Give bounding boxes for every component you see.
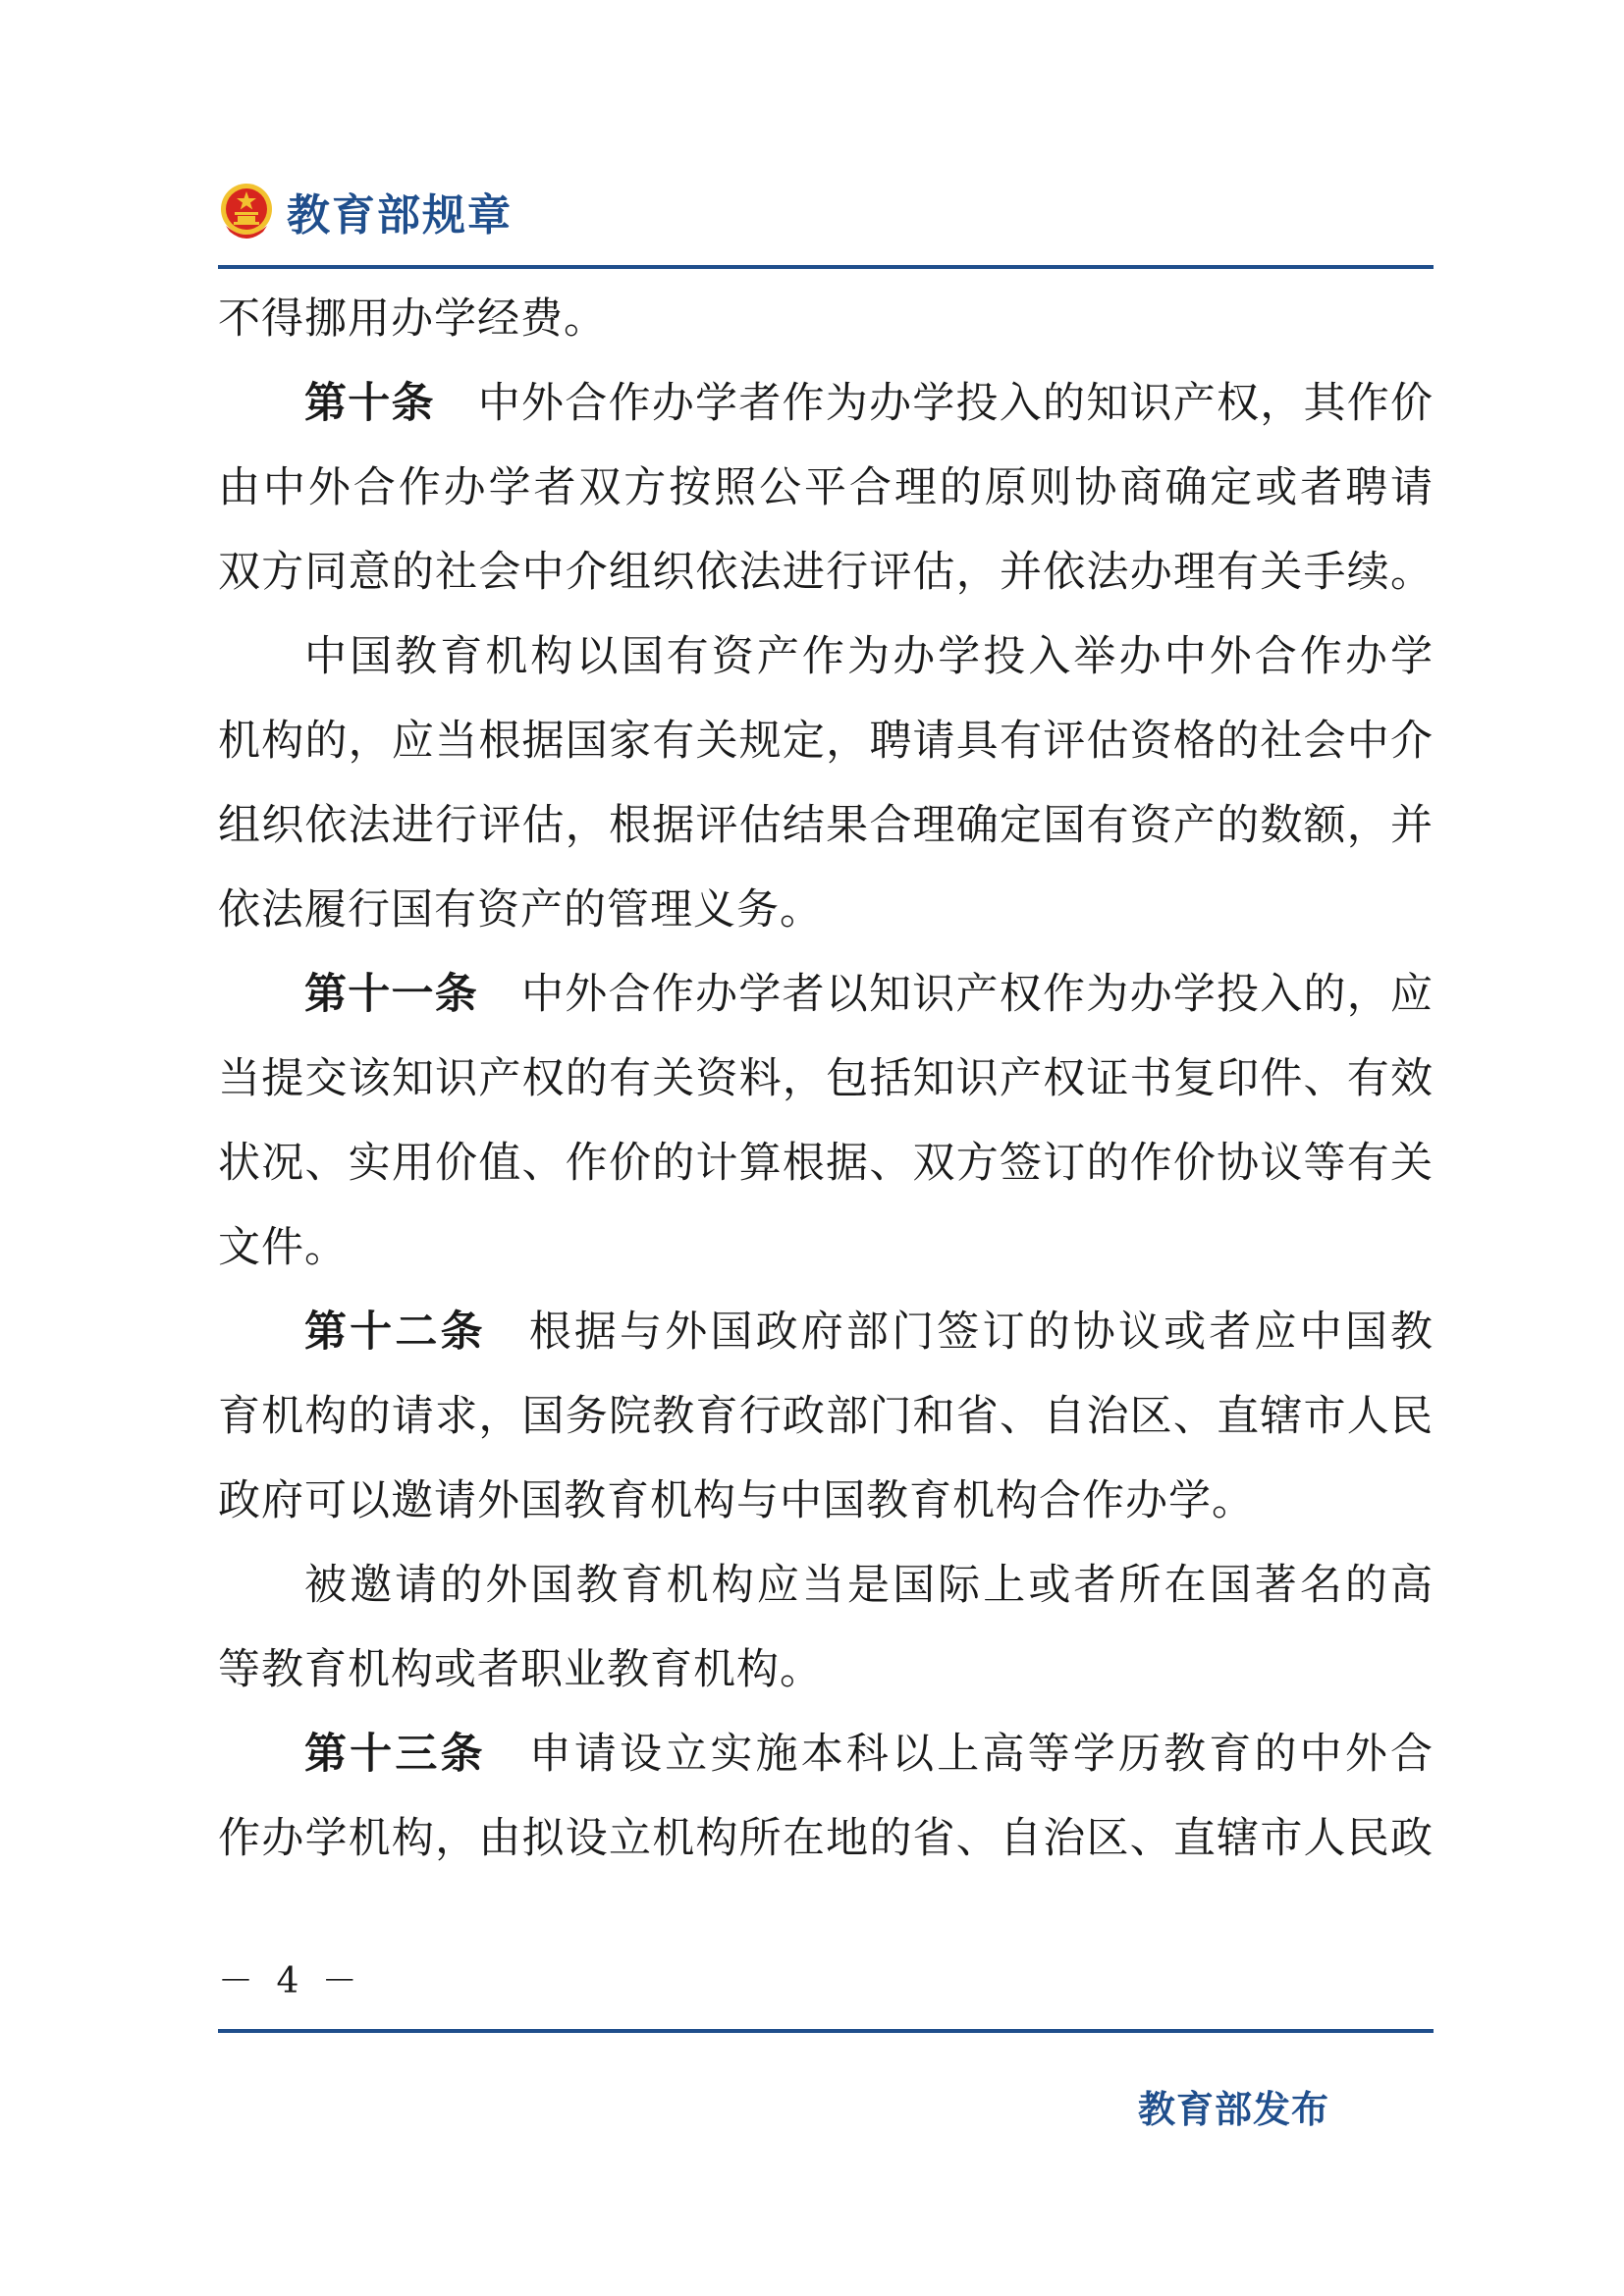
text-line: 双方同意的社会中介组织依法进行评估，并依法办理有关手续。 (218, 548, 1434, 597)
document-body (218, 277, 1434, 1881)
text-line: 当提交该知识产权的有关资料，包括知识产权证书复印件、有效 (218, 1054, 1434, 1103)
header-title: 教育部规章 (287, 190, 513, 240)
text-line: 由中外合作办学者双方按照公平合理的原则协商确定或者聘请 (218, 463, 1434, 512)
text-segment: 中外合作办学者作为办学投入的知识产权，其作价 (477, 379, 1434, 428)
text-line: 育机构的请求，国务院教育行政部门和省、自治区、直辖市人民 (218, 1392, 1434, 1441)
text-line: 中国教育机构以国有资产作为办学投入举办中外合作办学 (304, 632, 1434, 681)
text-line: 机构的，应当根据国家有关规定，聘请具有评估资格的社会中介 (218, 717, 1434, 766)
text-line: 组织依法进行评估，根据评估结果合理确定国有资产的数额，并 (218, 801, 1434, 850)
footer-divider (218, 2029, 1434, 2033)
article-number: 第十三条 (304, 1730, 486, 1779)
national-emblem-icon (218, 181, 275, 241)
article-10-first-line (218, 361, 1434, 446)
footer-publisher: 教育部发布 (1137, 2088, 1329, 2131)
article-number: 第十条 (304, 379, 435, 428)
page-number: － 4 － (218, 1961, 363, 2002)
text-line: 政府可以邀请外国教育机构与中国教育机构合作办学。 (218, 1476, 1255, 1525)
page-header (218, 172, 513, 250)
article-11-first-line (218, 952, 1434, 1037)
text-line: 等教育机构或者职业教育机构。 (218, 1645, 823, 1694)
article-12-first-line (218, 1290, 1434, 1374)
text-line: 状况、实用价值、作价的计算根据、双方签订的作价协议等有关 (218, 1139, 1434, 1188)
text-segment: 申请设立实施本科以上高等学历教育的中外合 (528, 1730, 1435, 1779)
article-number: 第十二条 (304, 1308, 486, 1357)
text-line: 依法履行国有资产的管理义务。 (218, 885, 823, 934)
text-line: 作办学机构，由拟设立机构所在地的省、自治区、直辖市人民政 (218, 1814, 1434, 1863)
header-divider (218, 265, 1434, 269)
text-line: 文件。 (218, 1223, 348, 1272)
text-segment: 根据与外国政府部门签订的协议或者应中国教 (528, 1308, 1435, 1357)
text-segment: 中外合作办学者以知识产权作为办学投入的，应 (521, 970, 1434, 1019)
article-number: 第十一条 (304, 970, 478, 1019)
text-line: 不得挪用办学经费。 (218, 294, 607, 344)
text-line: 被邀请的外国教育机构应当是国际上或者所在国著名的高 (304, 1561, 1434, 1610)
article-13-first-line (218, 1712, 1434, 1796)
